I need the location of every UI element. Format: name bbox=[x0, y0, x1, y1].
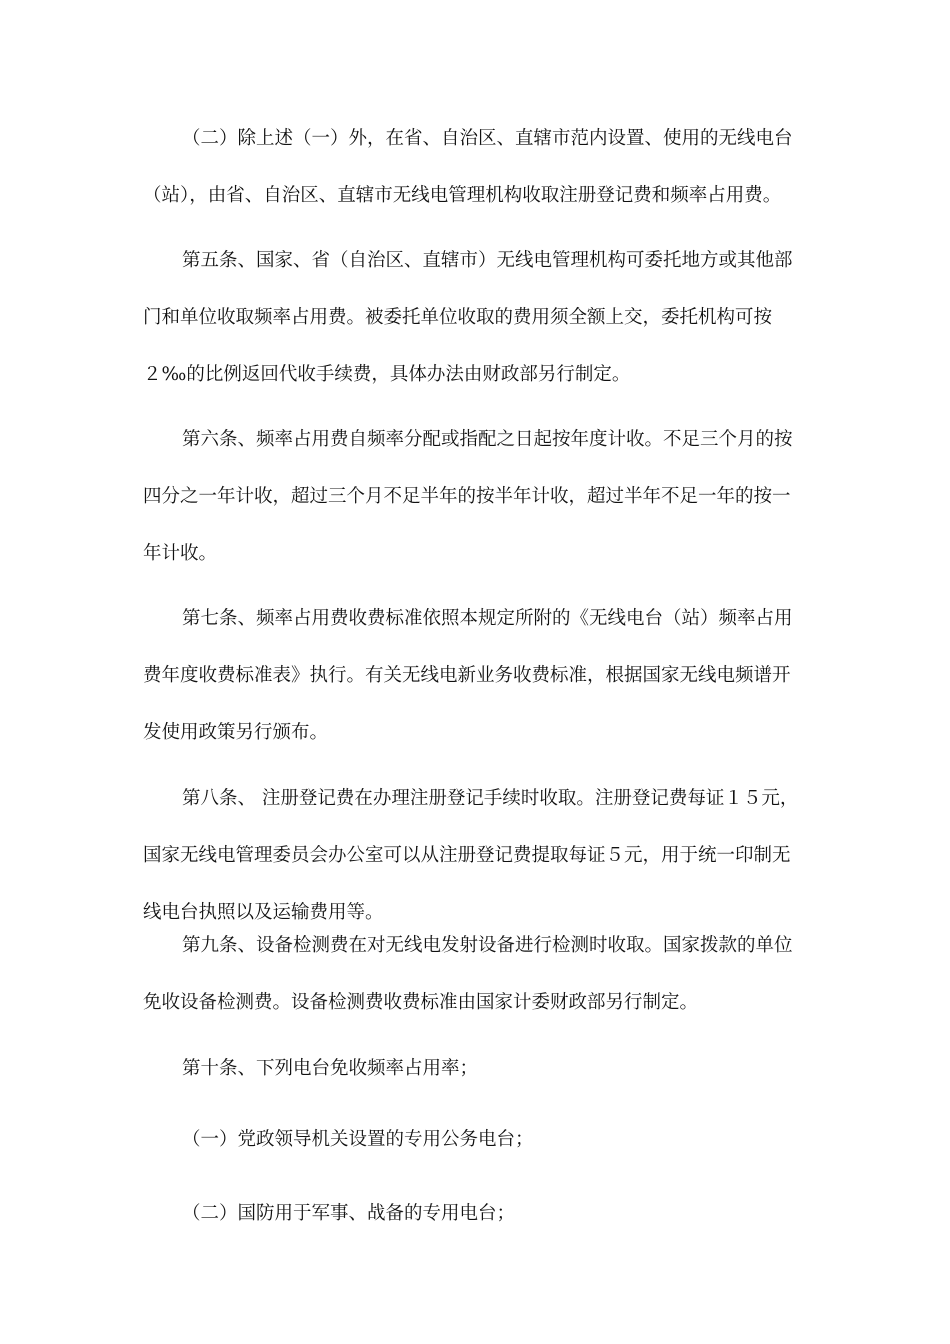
text-line: 免收设备检测费。设备检测费收费标准由国家计委财政部另行制定。 bbox=[143, 992, 699, 1013]
text-line: 第七条、频率占用费收费标准依照本规定所附的《无线电台（站）频率占用 bbox=[182, 608, 793, 629]
paragraph-article-7 bbox=[143, 590, 809, 761]
text-line: 发使用政策另行颁布。 bbox=[143, 722, 329, 743]
paragraph-article-9 bbox=[143, 917, 809, 1031]
text-line: 线电台执照以及运输费用等。 bbox=[143, 902, 384, 923]
text-line: 第五条、国家、省（自治区、直辖市）无线电管理机构可委托地方或其他部 bbox=[182, 250, 793, 271]
text-line: 年计收。 bbox=[143, 543, 218, 564]
text-line: 门和单位收取频率占用费。被委托单位收取的费用须全额上交，委托机构可按 bbox=[143, 307, 773, 328]
list-item-exemption-2 bbox=[143, 1185, 809, 1242]
paragraph-article-6 bbox=[143, 411, 809, 582]
text-line: （一）党政领导机关设置的专用公务电台； bbox=[182, 1129, 534, 1150]
list-item-exemption-1 bbox=[143, 1111, 809, 1168]
text-line: 四分之一年计收，超过三个月不足半年的按半年计收，超过半年不足一年的按一 bbox=[143, 486, 791, 507]
paragraph-article-5 bbox=[143, 232, 809, 403]
text-line: 费年度收费标准表》执行。有关无线电新业务收费标准，根据国家无线电频谱开 bbox=[143, 665, 791, 686]
text-line: （二）除上述（一）外，在省、自治区、直辖市范内设置、使用的无线电台 bbox=[182, 128, 793, 149]
text-line: 第十条、下列电台免收频率占用率； bbox=[182, 1058, 479, 1079]
paragraph-article-8 bbox=[143, 770, 809, 941]
text-line: 第九条、设备检测费在对无线电发射设备进行检测时收取。国家拨款的单位 bbox=[182, 935, 793, 956]
paragraph-article-10 bbox=[143, 1040, 809, 1097]
text-line: 第八条、 注册登记费在办理注册登记手续时收取。注册登记费每证１５元， bbox=[182, 788, 799, 809]
text-line: （站），由省、自治区、直辖市无线电管理机构收取注册登记费和频率占用费。 bbox=[143, 185, 782, 206]
paragraph-provincial-fees bbox=[143, 110, 809, 224]
text-line: 第六条、频率占用费自频率分配或指配之日起按年度计收。不足三个月的按 bbox=[182, 429, 793, 450]
text-line: ２‰的比例返回代收手续费，具体办法由财政部另行制定。 bbox=[143, 364, 631, 385]
text-line: （二）国防用于军事、战备的专用电台； bbox=[182, 1203, 516, 1224]
text-line: 国家无线电管理委员会办公室可以从注册登记费提取每证５元，用于统一印制无 bbox=[143, 845, 791, 866]
